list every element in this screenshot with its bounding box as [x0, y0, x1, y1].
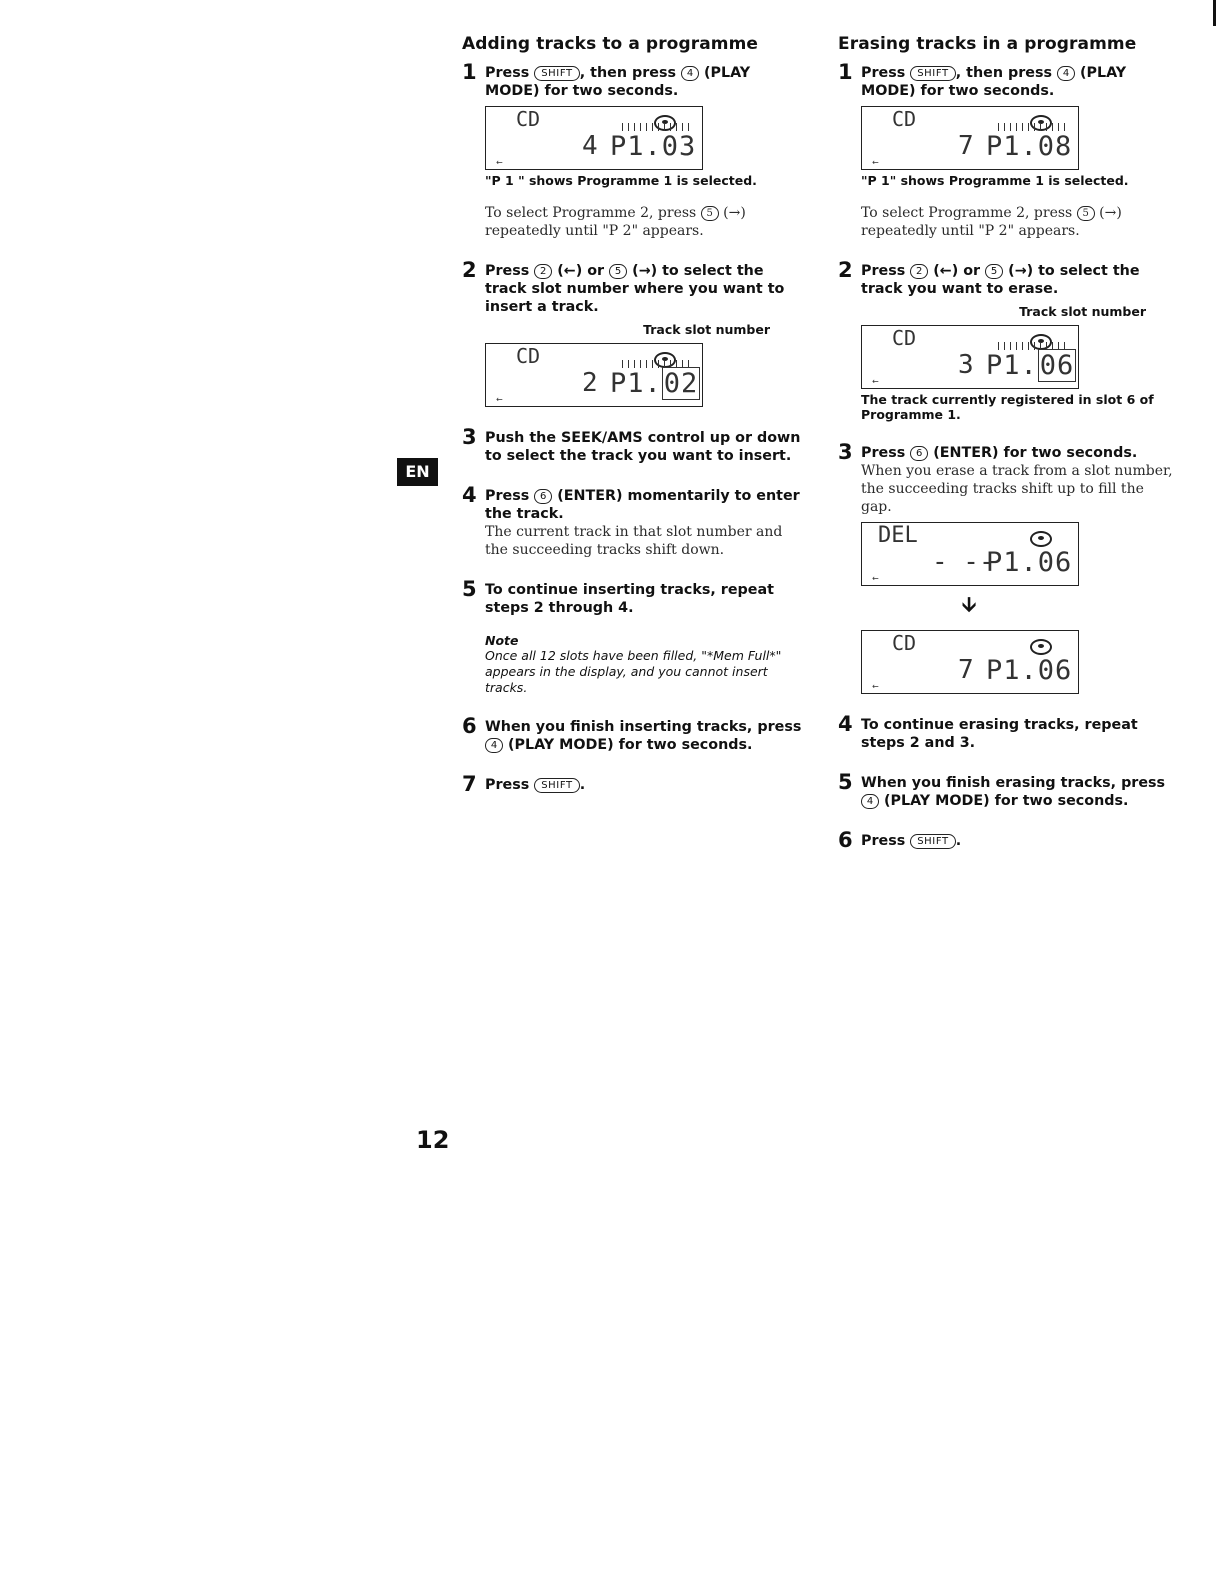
- shift-key: SHIFT: [534, 778, 580, 793]
- shift-key: SHIFT: [910, 66, 956, 81]
- step-5: [462, 577, 802, 696]
- lcd-left-arrow-icon: ←: [872, 377, 879, 386]
- display-caption: The track currently registered in slot 6 of Programme 1.: [861, 392, 1154, 422]
- step-4: [462, 483, 802, 559]
- button-4-key: 4: [485, 738, 503, 753]
- shift-key: SHIFT: [534, 66, 580, 81]
- display-caption: "P 1" shows Programme 1 is selected.: [861, 173, 1129, 188]
- lcd-ticks: [622, 123, 692, 131]
- lcd-display-del: [861, 522, 1079, 586]
- step-6: [838, 828, 1178, 852]
- language-tab: EN: [397, 458, 438, 486]
- disc-icon: [1030, 531, 1052, 547]
- step-instruction: Press SHIFT .: [485, 777, 586, 793]
- note-text: Once all 12 slots have been filled, "*Mem Full*" appears in the display, and you cannot insert tracks.: [485, 648, 782, 695]
- button-2-key: 2: [910, 264, 928, 279]
- step-number: 5: [462, 577, 477, 601]
- lcd-ticks: [998, 123, 1068, 131]
- track-slot-label: Track slot number: [643, 322, 770, 337]
- shift-key: SHIFT: [910, 834, 956, 849]
- lcd-left-arrow-icon: ←: [872, 682, 879, 691]
- step-instruction: To continue inserting tracks, repeat steps 2 through 4.: [485, 582, 774, 616]
- step-2: [462, 258, 802, 407]
- lcd-left-arrow-icon: ←: [496, 158, 503, 167]
- track-slot-label: Track slot number: [1019, 304, 1146, 319]
- lcd-display: [861, 106, 1079, 170]
- step-number: 6: [838, 828, 853, 852]
- step-number: 3: [462, 425, 477, 449]
- step-1: [838, 60, 1178, 240]
- button-6-key: 6: [910, 446, 928, 461]
- display-caption: "P 1 " shows Programme 1 is selected.: [485, 173, 757, 188]
- step-instruction: Press SHIFT .: [861, 833, 962, 849]
- lcd-display: [485, 106, 703, 170]
- adding-tracks-section: [462, 34, 802, 816]
- step-7: [462, 772, 802, 796]
- button-4-key: 4: [681, 66, 699, 81]
- button-4-key: 4: [861, 794, 879, 809]
- button-5-key: 5: [609, 264, 627, 279]
- lcd-mode: CD: [516, 344, 541, 368]
- step-number: 2: [838, 258, 853, 282]
- step-3: [462, 425, 802, 465]
- disc-icon: [1030, 639, 1052, 655]
- lcd-display-after: [861, 630, 1079, 694]
- step-number: 4: [462, 483, 477, 507]
- step-number: 7: [462, 772, 477, 796]
- step-1: [462, 60, 802, 240]
- step-instruction: Press 2 (←) or 5 (→) to select the track you want to erase.: [861, 263, 1140, 297]
- lcd-left-arrow-icon: ←: [496, 395, 503, 404]
- button-5-key: 5: [985, 264, 1003, 279]
- section-title: Erasing tracks in a programme: [838, 34, 1137, 54]
- button-5-key: 5: [1077, 206, 1095, 221]
- button-6-key: 6: [534, 489, 552, 504]
- lcd-mode: CD: [516, 107, 541, 131]
- down-arrow-icon: 🡫: [961, 592, 977, 616]
- lcd-programme: P1.06: [986, 547, 1073, 578]
- button-4-key: 4: [1057, 66, 1075, 81]
- lcd-track: 4: [582, 131, 598, 161]
- lcd-mode: CD: [892, 326, 917, 350]
- step-3: [838, 440, 1178, 694]
- lcd-programme: P1.03: [610, 131, 697, 162]
- step-number: 1: [838, 60, 853, 84]
- lcd-display: [861, 325, 1079, 389]
- step-instruction: Press 6 (ENTER) momentarily to enter the track.: [485, 488, 800, 522]
- step-4: [838, 712, 1178, 752]
- step-instruction: Press 6 (ENTER) for two seconds.: [861, 445, 1138, 461]
- page-edge-mark: [1213, 0, 1216, 26]
- step-2: [838, 258, 1178, 422]
- lcd-mode: CD: [892, 631, 917, 655]
- step-number: 6: [462, 714, 477, 738]
- lcd-mode: CD: [892, 107, 917, 131]
- lcd-programme: P1.06: [986, 350, 1075, 381]
- lcd-track: 7: [958, 655, 974, 685]
- step-instruction: Push the SEEK/AMS control up or down to select the track you want to insert.: [485, 430, 801, 464]
- step-number: 1: [462, 60, 477, 84]
- lcd-track: 3: [958, 350, 974, 380]
- step-instruction: Press 2 (←) or 5 (→) to select the track slot number where you want to insert a track.: [485, 263, 785, 315]
- lcd-mode: DEL: [878, 523, 918, 548]
- step-instruction: Press SHIFT , then press 4 (PLAY MODE) for two seconds.: [861, 65, 1127, 99]
- step-number: 5: [838, 770, 853, 794]
- lcd-track: 7: [958, 131, 974, 161]
- lcd-track: 2: [582, 368, 598, 398]
- step-subtext: To select Programme 2, press 5 (→) repeatedly until "P 2" appears.: [861, 205, 1122, 239]
- step-instruction: When you finish erasing tracks, press 4 (PLAY MODE) for two seconds.: [861, 775, 1166, 809]
- step-number: 2: [462, 258, 477, 282]
- step-number: 3: [838, 440, 853, 464]
- step-subtext: When you erase a track from a slot number, the succeeding tracks shift up to fill the gap.: [861, 463, 1173, 515]
- note-title: Note: [485, 633, 519, 648]
- step-number: 4: [838, 712, 853, 736]
- step-5: [838, 770, 1178, 810]
- lcd-programme: P1.08: [986, 131, 1073, 162]
- lcd-programme: P1.02: [610, 368, 699, 399]
- step-subtext: The current track in that slot number and the succeeding tracks shift down.: [485, 524, 783, 558]
- section-title: Adding tracks to a programme: [462, 34, 759, 54]
- lcd-left-arrow-icon: ←: [872, 574, 879, 583]
- lcd-left-arrow-icon: ←: [872, 158, 879, 167]
- page-number: 12: [416, 1126, 450, 1154]
- step-6: [462, 714, 802, 754]
- step-subtext: To select Programme 2, press 5 (→) repeatedly until "P 2" appears.: [485, 205, 746, 239]
- step-instruction: Press SHIFT , then press 4 (PLAY MODE) for two seconds.: [485, 65, 751, 99]
- step-instruction: When you finish inserting tracks, press 4 (PLAY MODE) for two seconds.: [485, 719, 802, 753]
- lcd-programme: P1.06: [986, 655, 1073, 686]
- button-5-key: 5: [701, 206, 719, 221]
- erasing-tracks-section: [838, 34, 1178, 872]
- lcd-track: - --: [932, 547, 995, 577]
- step-instruction: To continue erasing tracks, repeat steps 2 and 3.: [861, 717, 1138, 751]
- lcd-display: [485, 343, 703, 407]
- button-2-key: 2: [534, 264, 552, 279]
